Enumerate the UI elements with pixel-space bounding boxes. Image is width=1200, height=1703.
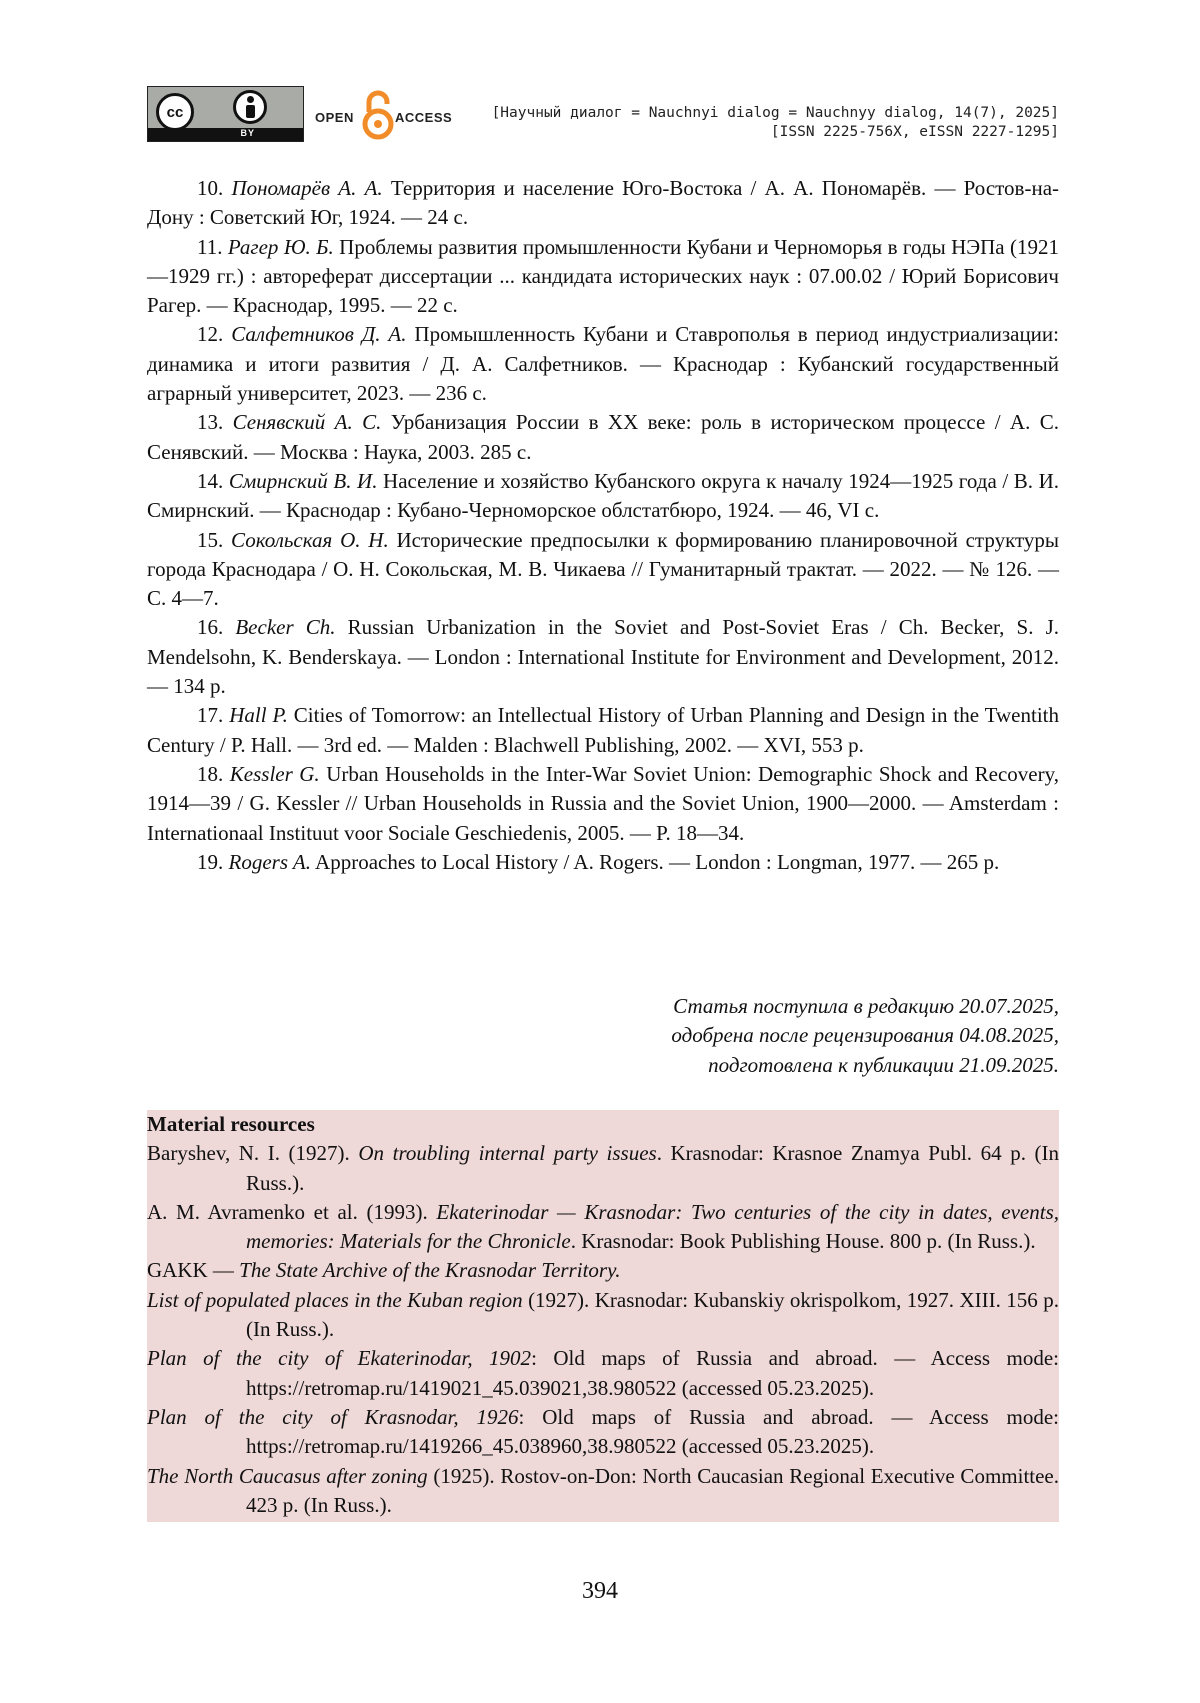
attribution-person-icon xyxy=(233,90,267,124)
reference-author: Смирнский В. И. xyxy=(228,468,378,493)
page-number: 394 xyxy=(582,1578,618,1604)
reference-item: 17. Hall P. Cities of Tomorrow: an Intellectual History of Urban Planning and Design in the Twentith Century / P. Hall. — 3rd ed. — Malden : Blachwell Publishing, 2002. — XVI, 553 p. xyxy=(147,703,1059,757)
material-item: A. M. Avramenko et al. (1993). Ekaterinodar — Krasnodar: Two centuries of the city in dates, events, memories: Materials for the Chronicle. Krasnodar: Book Publishing House. 800 p. (In Russ.). xyxy=(147,1199,1059,1254)
journal-title-line: [Научный диалог = Nauchnyi dialog = Nauchnyy dialog, 14(7), 2025] xyxy=(491,105,1059,121)
reference-author: Hall P. xyxy=(229,703,288,728)
material-resources-heading: Material resources xyxy=(147,1112,315,1136)
reference-item: 11. Рагер Ю. Б. Проблемы развития промышленности Кубани и Черноморья в годы НЭПа (1921—1929 гг.) : автореферат диссертации ... кандидата исторических наук : 07.00.02 / Юрий Борисович Рагер. — Краснодар, 1995. — 22 с. xyxy=(147,234,1059,318)
cc-by-license-badge xyxy=(147,86,304,142)
reference-author: Сенявский А. С. xyxy=(232,410,382,435)
reference-item: 12. Салфетников Д. А. Промышленность Кубани и Ставрополья в период индустриализации: динамика и итоги развития / Д. А. Салфетников. — Краснодар : Кубанский государственный аграрный университет, 2023. — 236 с. xyxy=(147,322,1059,406)
reference-item: 13. Сенявский А. С. Урбанизация России в XX веке: роль в историческом процессе / А. С. Сенявский. — Москва : Наука, 2003. 285 с. xyxy=(147,410,1059,464)
material-item: GAKK — The State Archive of the Krasnodar Territory. xyxy=(147,1258,621,1283)
reference-author: Сокольская О. Н. xyxy=(231,527,389,552)
open-access-word-open: OPEN xyxy=(315,110,354,125)
creative-commons-icon: cc xyxy=(156,93,194,131)
reference-author: Рагер Ю. Б. xyxy=(227,234,334,259)
reference-item: 15. Сокольская О. Н. Исторические предпосылки к формированию планировочной структуры города Краснодара / О. Н. Сокольская, М. В. Чикаева // Гуманитарный трактат. — 2022. — № 126. — С. 4—7. xyxy=(147,527,1060,611)
reference-item: 18. Kessler G. Urban Households in the Inter-War Soviet Union: Demographic Shock and Recovery, 1914—39 / G. Kessler // Urban Households in Russia and the Soviet Union, 1900—2000. — Amsterdam : Internationaal Instituut voor Sociale Geschiedenis, 2005. — P. 18—34. xyxy=(147,761,1060,845)
reference-item: 16. Becker Ch. Russian Urbanization in the Soviet and Post-Soviet Eras / Ch. Becker, S. J. Mendelsohn, K. Benderskaya. — London : International Institute for Environment and Development, 2012. — 134 p. xyxy=(147,615,1059,699)
reference-item: 14. Смирнский В. И. Население и хозяйство Кубанского округа к началу 1924—1925 года / В. И. Смирнский. — Краснодар : Кубано-Черноморское облстатбюро, 1924. — 46, VI с. xyxy=(147,468,1060,523)
article-dates xyxy=(671,992,1059,1080)
material-item: The North Caucasus after zoning (1925). Rostov-on-Don: North Caucasian Regional Executive Committee. 423 p. (In Russ.). xyxy=(147,1463,1060,1517)
open-access-logo xyxy=(315,88,465,140)
date-received: Статья поступила в редакцию 20.07.2025, xyxy=(673,994,1059,1018)
date-prepared: подготовлена к публикации 21.09.2025. xyxy=(708,1052,1059,1077)
date-approved: одобрена после рецензирования 04.08.2025, xyxy=(671,1023,1059,1048)
reference-author: Becker Ch. xyxy=(235,615,336,640)
reference-item: 19. Rogers A. Approaches to Local History / A. Rogers. — London : Longman, 1977. — 265 p. xyxy=(197,849,1000,874)
material-item: List of populated places in the Kuban region (1927). Krasnodar: Kubanskiy okrispolkom, 1927. XIII. 156 p. (In Russ.). xyxy=(147,1287,1059,1342)
journal-citation xyxy=(492,104,1059,142)
reference-author: Пономарёв А. А. xyxy=(231,176,383,200)
reference-author: Салфетников Д. А. xyxy=(231,322,407,347)
reference-author: Kessler G. xyxy=(229,761,320,786)
material-item: Plan of the city of Krasnodar, 1926: Old maps of Russia and abroad. — Access mode: https://retromap.ru/1419266_45.038960,38.980522 (accessed 05.23.2025). xyxy=(147,1404,1060,1459)
open-access-word-access: ACCESS xyxy=(395,110,453,125)
open-access-lock-icon xyxy=(361,88,395,142)
license-by-label: BY xyxy=(240,128,255,138)
reference-author: Rogers A. xyxy=(228,849,311,874)
material-item: Plan of the city of Ekaterinodar, 1902: Old maps of Russia and abroad. — Access mode: https://retromap.ru/1419021_45.039021,38.980522 (accessed 05.23.2025). xyxy=(147,1346,1060,1400)
material-resources-section xyxy=(147,1110,1059,1522)
material-item: Baryshev, N. I. (1927). On troubling internal party issues. Krasnodar: Krasnoe Znamya Publ. 64 p. (In Russ.). xyxy=(147,1141,1059,1195)
page-header xyxy=(147,86,1059,142)
reference-list xyxy=(147,174,1059,877)
reference-item: 10. Пономарёв А. А. Территория и население Юго-Востока / А. А. Пономарёв. — Ростов-на-Дону : Советский Юг, 1924. — 24 с. xyxy=(147,176,1060,230)
journal-issn-line: [ISSN 2225-756X, eISSN 2227-1295] xyxy=(770,124,1059,140)
